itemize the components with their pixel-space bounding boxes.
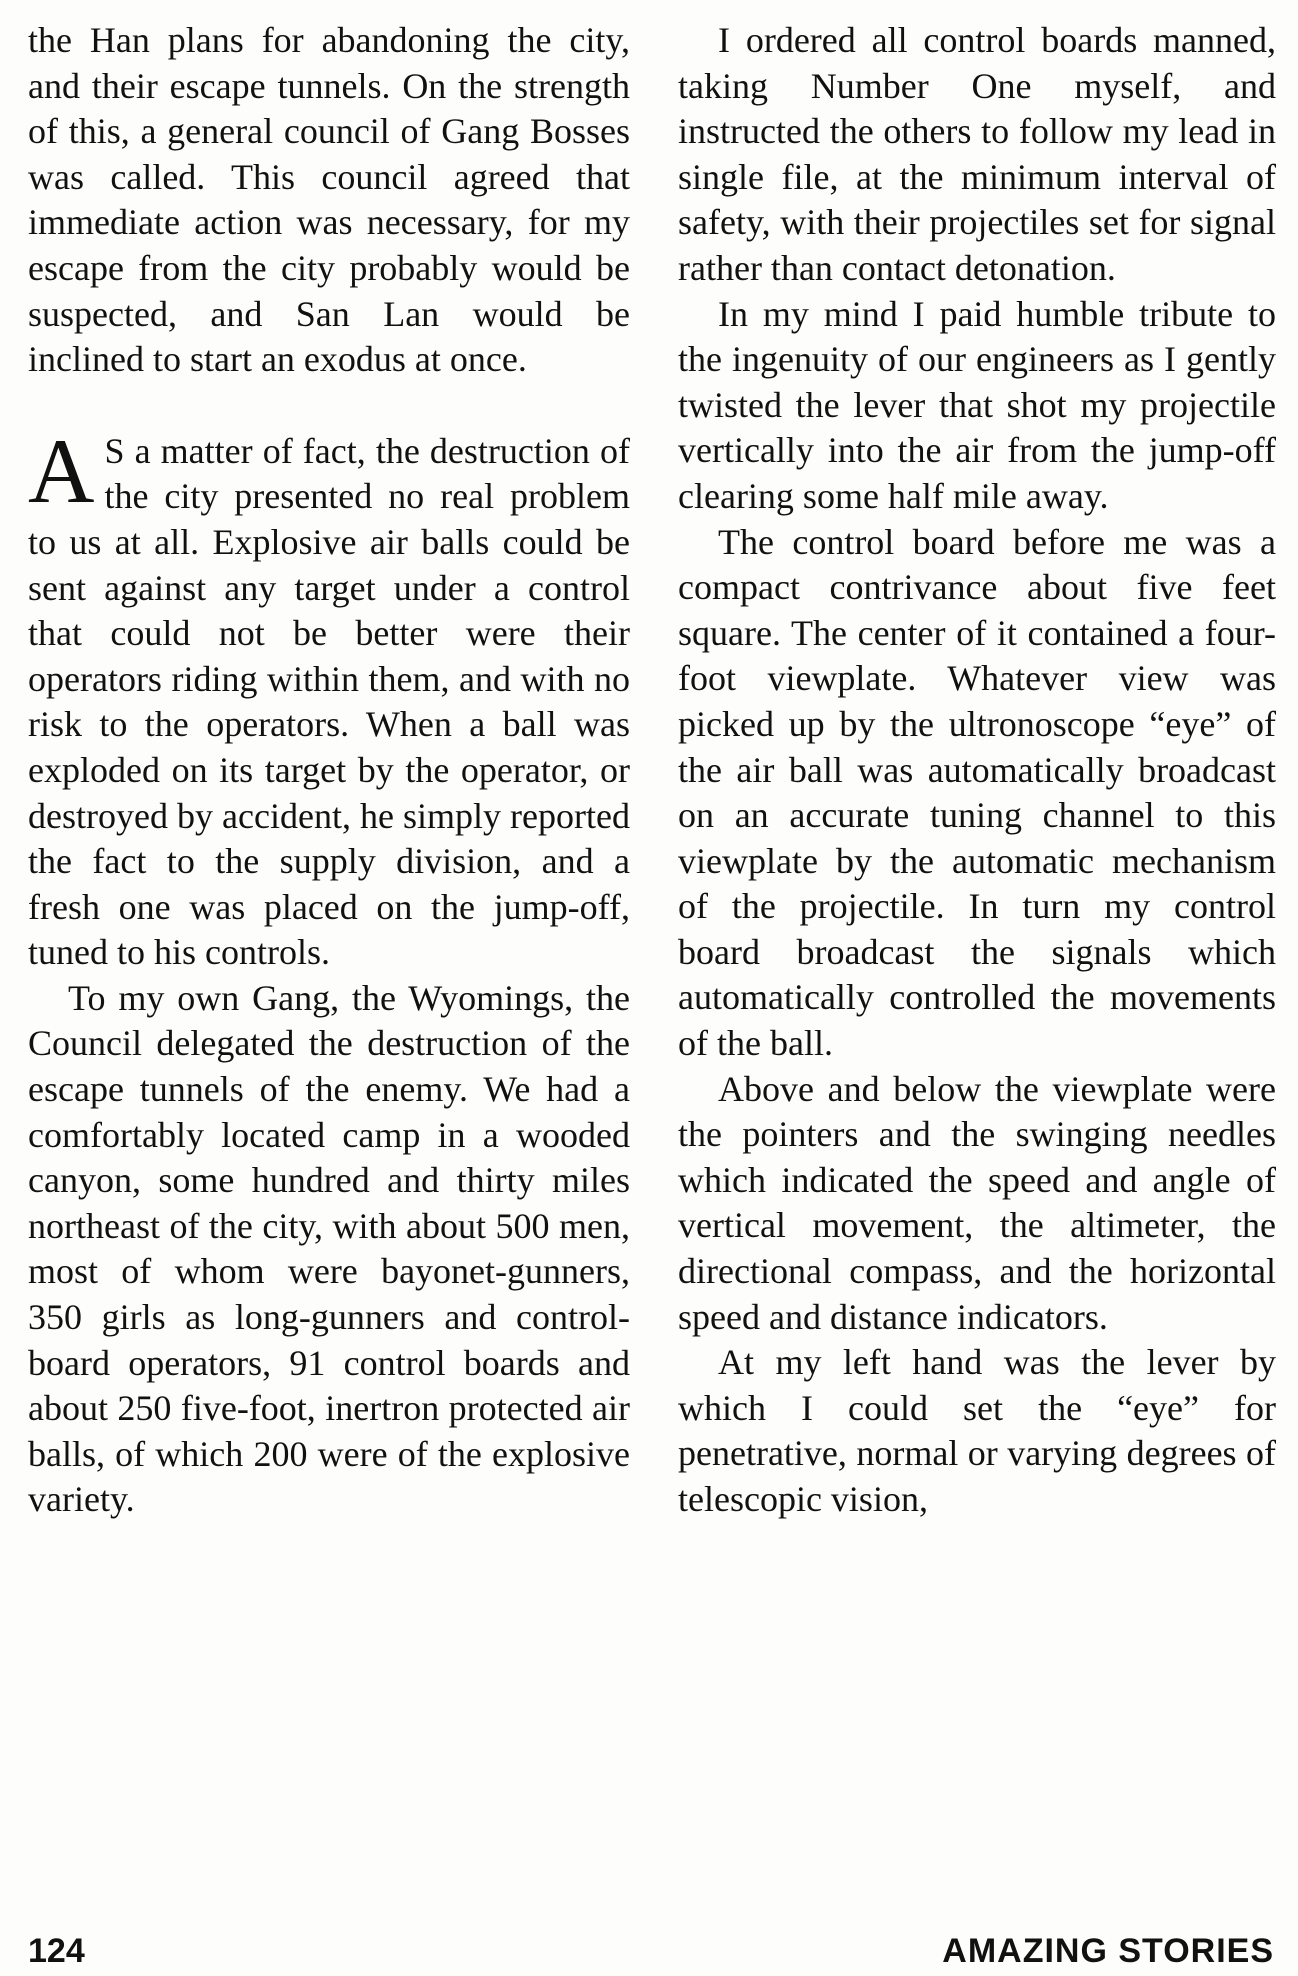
drop-cap-letter: A [28, 419, 95, 522]
right-paragraph-2: In my mind I paid humble tribute to the ingenuity of our engineers as I gently twisted the lever that shot my projectile vertically into the air from the jump-off clearing some half mile away. [678, 293, 1276, 516]
left-paragraph-1: the Han plans for abandoning the city, and their escape tunnels. On the strength of this, a general council of Gang Bosses was called. This council agreed that immediate action was necessary, for my escape from the city probably would be suspected, and San Lan would be inclined to start an exodus at once. [28, 20, 630, 380]
right-column [678, 18, 1276, 1523]
right-paragraph-4: Above and below the viewplate were the pointers and the swinging needles which indicated the speed and angle of vertical movement, the altimeter, the directional compass, and the horizontal speed and distance indicators. [678, 1068, 1276, 1337]
left-paragraph-2-text: S a matter of fact, the destruction of the city presented no real problem to us at all. Explosive air balls could be sent against any target under a control that could not be better were their operators riding within them, and with no risk to the operators. When a ball was exploded on its target by the operator, or destroyed by accident, he simply reported the fact to the supply division, and a fresh one was placed on the jump-off, tuned to his controls. [28, 430, 630, 973]
left-paragraph-2 [28, 419, 630, 976]
left-column [28, 18, 630, 1523]
right-paragraph-1: I ordered all control boards manned, taking Number One myself, and instructed the others to follow my lead in single file, at the minimum interval of safety, with their projectiles set for signal rather than contact detonation. [678, 20, 1276, 288]
right-paragraph-5: At my left hand was the lever by which I could set the “eye” for penetrative, normal or varying degrees of telescopic vision, [678, 1342, 1276, 1519]
magazine-title: AMAZING STORIES [942, 1932, 1274, 1970]
left-paragraph-3: To my own Gang, the Wyomings, the Council delegated the destruction of the escape tunnels of the enemy. We had a comfortably located camp in a wooded canyon, some hundred and thirty miles northeast of the city, with about 500 men, most of whom were bayonet-gunners, 350 girls as long-gunners and control-board operators, 91 control boards and about 250 five-foot, inertron protected air balls, of which 200 were of the explosive variety. [28, 977, 630, 1520]
page-number: 124 [28, 1932, 85, 1970]
right-paragraph-3: The control board before me was a compact contrivance about five feet square. The center of it contained a four-foot viewplate. Whatever view was picked up by the ultronoscope “eye” of the air ball was automatically broadcast on an accurate tuning channel to this viewplate by the automatic mechanism of the projectile. In turn my control board broadcast the signals which automatically controlled the movements of the ball. [678, 521, 1276, 1064]
